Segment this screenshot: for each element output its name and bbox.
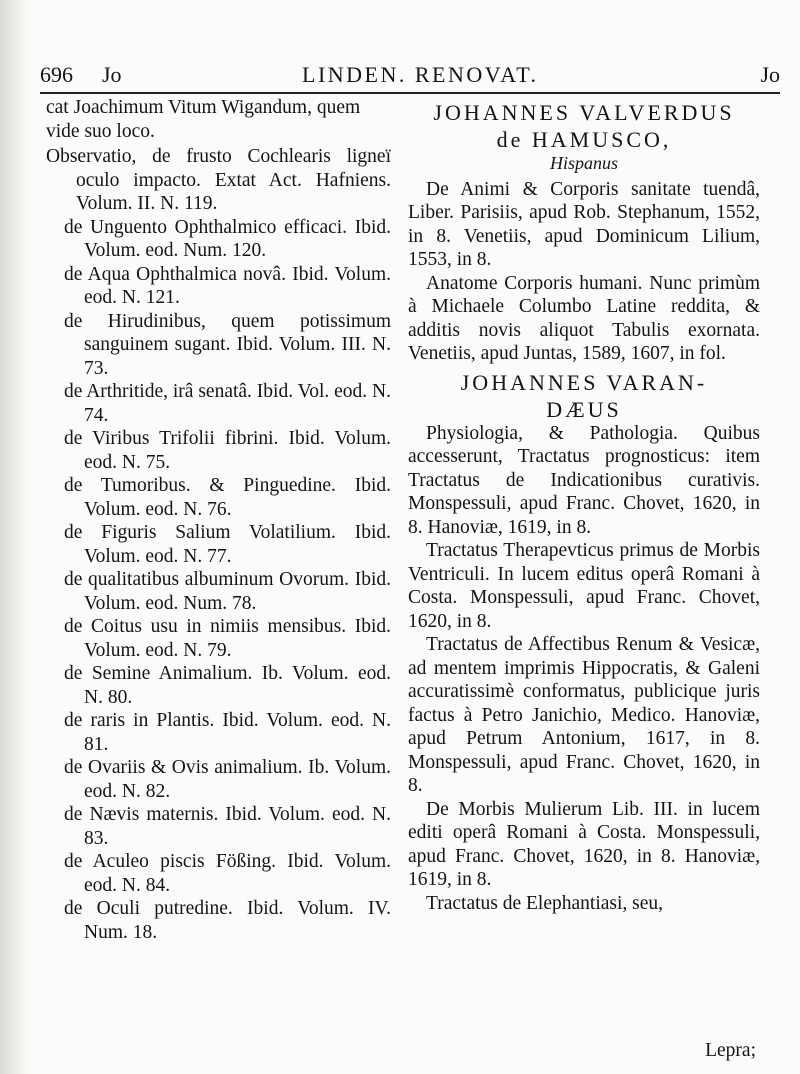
bibliography-entry: de Aqua Ophthalmica novâ. Ibid. Volum. eod. N. 121. — [64, 263, 391, 308]
left-column — [46, 96, 391, 944]
page-number: 696 — [40, 62, 73, 87]
bibliography-entry: de raris in Plantis. Ibid. Volum. eod. N. 81. — [64, 710, 391, 755]
bibliography-entry: de Viribus Trifolii fibrini. Ibid. Volum. eod. N. 75. — [64, 428, 391, 473]
author-heading: JOHANNES VALVERDUS — [433, 100, 735, 125]
header-catchword-right: Jo — [760, 62, 780, 87]
continuation-text: cat Joachimum Vitum Wigandum, quem vide suo loco. — [46, 97, 361, 142]
bibliography-entry: Tractatus Therapevticus primus de Morbis Ventriculi. In lucem editus operâ Romani à Costa. Monspessuli, apud Franc. Chovet, 1620, in 8. — [408, 540, 760, 632]
header-catchword-left: Jo — [102, 62, 122, 87]
bibliography-entry: de Unguento Ophthalmico efficaci. Ibid. Volum. eod. Num. 120. — [64, 216, 391, 261]
bibliography-entry: de Hirudinibus, quem potissimum sanguinem sugant. Ibid. Volum. III. N. 73. — [64, 310, 391, 379]
bibliography-entry: De Animi & Corporis sanitate tuendâ, Liber. Parisiis, apud Rob. Stephanum, 1552, in 8. Venetiis, apud Dominicum Lilium, 1553, in 8. — [408, 178, 760, 270]
bibliography-entry: de Ovariis & Ovis animalium. Ib. Volum. eod. N. 82. — [64, 757, 391, 802]
bibliography-entry: De Morbis Mulierum Lib. III. in lucem editi operâ Romani à Costa. Monspessuli, apud Franc. Chovet, 1620, in 8. Hanoviæ, 1619, in 8. — [408, 798, 760, 890]
bibliography-entry: Physiologia, & Pathologia. Quibus accesserunt, Tractatus prognosticus: item Tractatus de Indicationibus curativis. Monspessuli, apud Franc. Chovet, 1620, in 8. Hanoviæ, 1619, in 8. — [408, 422, 760, 538]
bibliography-entry: de qualitatibus albuminum Ovorum. Ibid. Volum. eod. Num. 78. — [64, 569, 391, 614]
author-heading-line2: DÆUS — [546, 396, 622, 422]
bibliography-entry: de Coitus usu in nimiis mensibus. Ibid. Volum. eod. N. 79. — [64, 616, 391, 661]
bibliography-entry: Tractatus de Affectibus Renum & Vesicæ, ad mentem imprimis Hippocratis, & Galeni accuratissimè conformatus, publicique juris factus à Petro Janichio, Medico. Hanoviæ, apud Petrum Antonium, 1617, in 8. Monspessuli, apud Franc. Chovet, 1620, in 8. — [408, 634, 760, 796]
bibliography-entry: de Aculeo piscis Fößing. Ibid. Volum. eod. N. 84. — [64, 851, 391, 896]
header-rule — [40, 92, 780, 94]
bibliography-entry: Observatio, de frusto Cochlearis ligneï oculo impacto. Extat Act. Hafniens. Volum. II. N. 119. — [46, 146, 391, 214]
running-title: LINDEN. RENOVAT. — [302, 62, 539, 87]
bibliography-entry: de Nævis maternis. Ibid. Volum. eod. N. 83. — [64, 804, 391, 849]
bibliography-entry: Anatome Corporis humani. Nunc primùm à Michaele Columbo Latine reddita, & additis novis aliquot Tabulis exornata. Venetiis, apud Juntas, 1589, 1607, in fol. — [408, 272, 760, 364]
page-header — [40, 62, 780, 96]
bibliography-entry: de Figuris Salium Volatilium. Ibid. Volum. eod. N. 77. — [64, 522, 391, 567]
bibliography-entry: de Tumoribus. & Pinguedine. Ibid. Volum. eod. N. 76. — [64, 475, 391, 520]
author-heading: JOHANNES VARAN- — [460, 369, 708, 395]
author-heading-line2: de HAMUSCO, — [496, 127, 672, 152]
bibliography-entry: de Arthritide, irâ senatâ. Ibid. Vol. eod. N. 74. — [64, 381, 391, 426]
bibliography-entry: de Semine Animalium. Ib. Volum. eod. N. 80. — [64, 663, 391, 708]
bibliography-entry: Tractatus de Elephantiasi, seu, — [426, 892, 664, 914]
catchword: Lepra; — [705, 1040, 756, 1061]
page-gutter-shadow — [0, 0, 28, 1074]
right-column — [408, 96, 760, 915]
bibliography-entry: de Oculi putredine. Ibid. Volum. IV. Num. 18. — [64, 898, 391, 943]
author-origin: Hispanus — [549, 153, 618, 173]
